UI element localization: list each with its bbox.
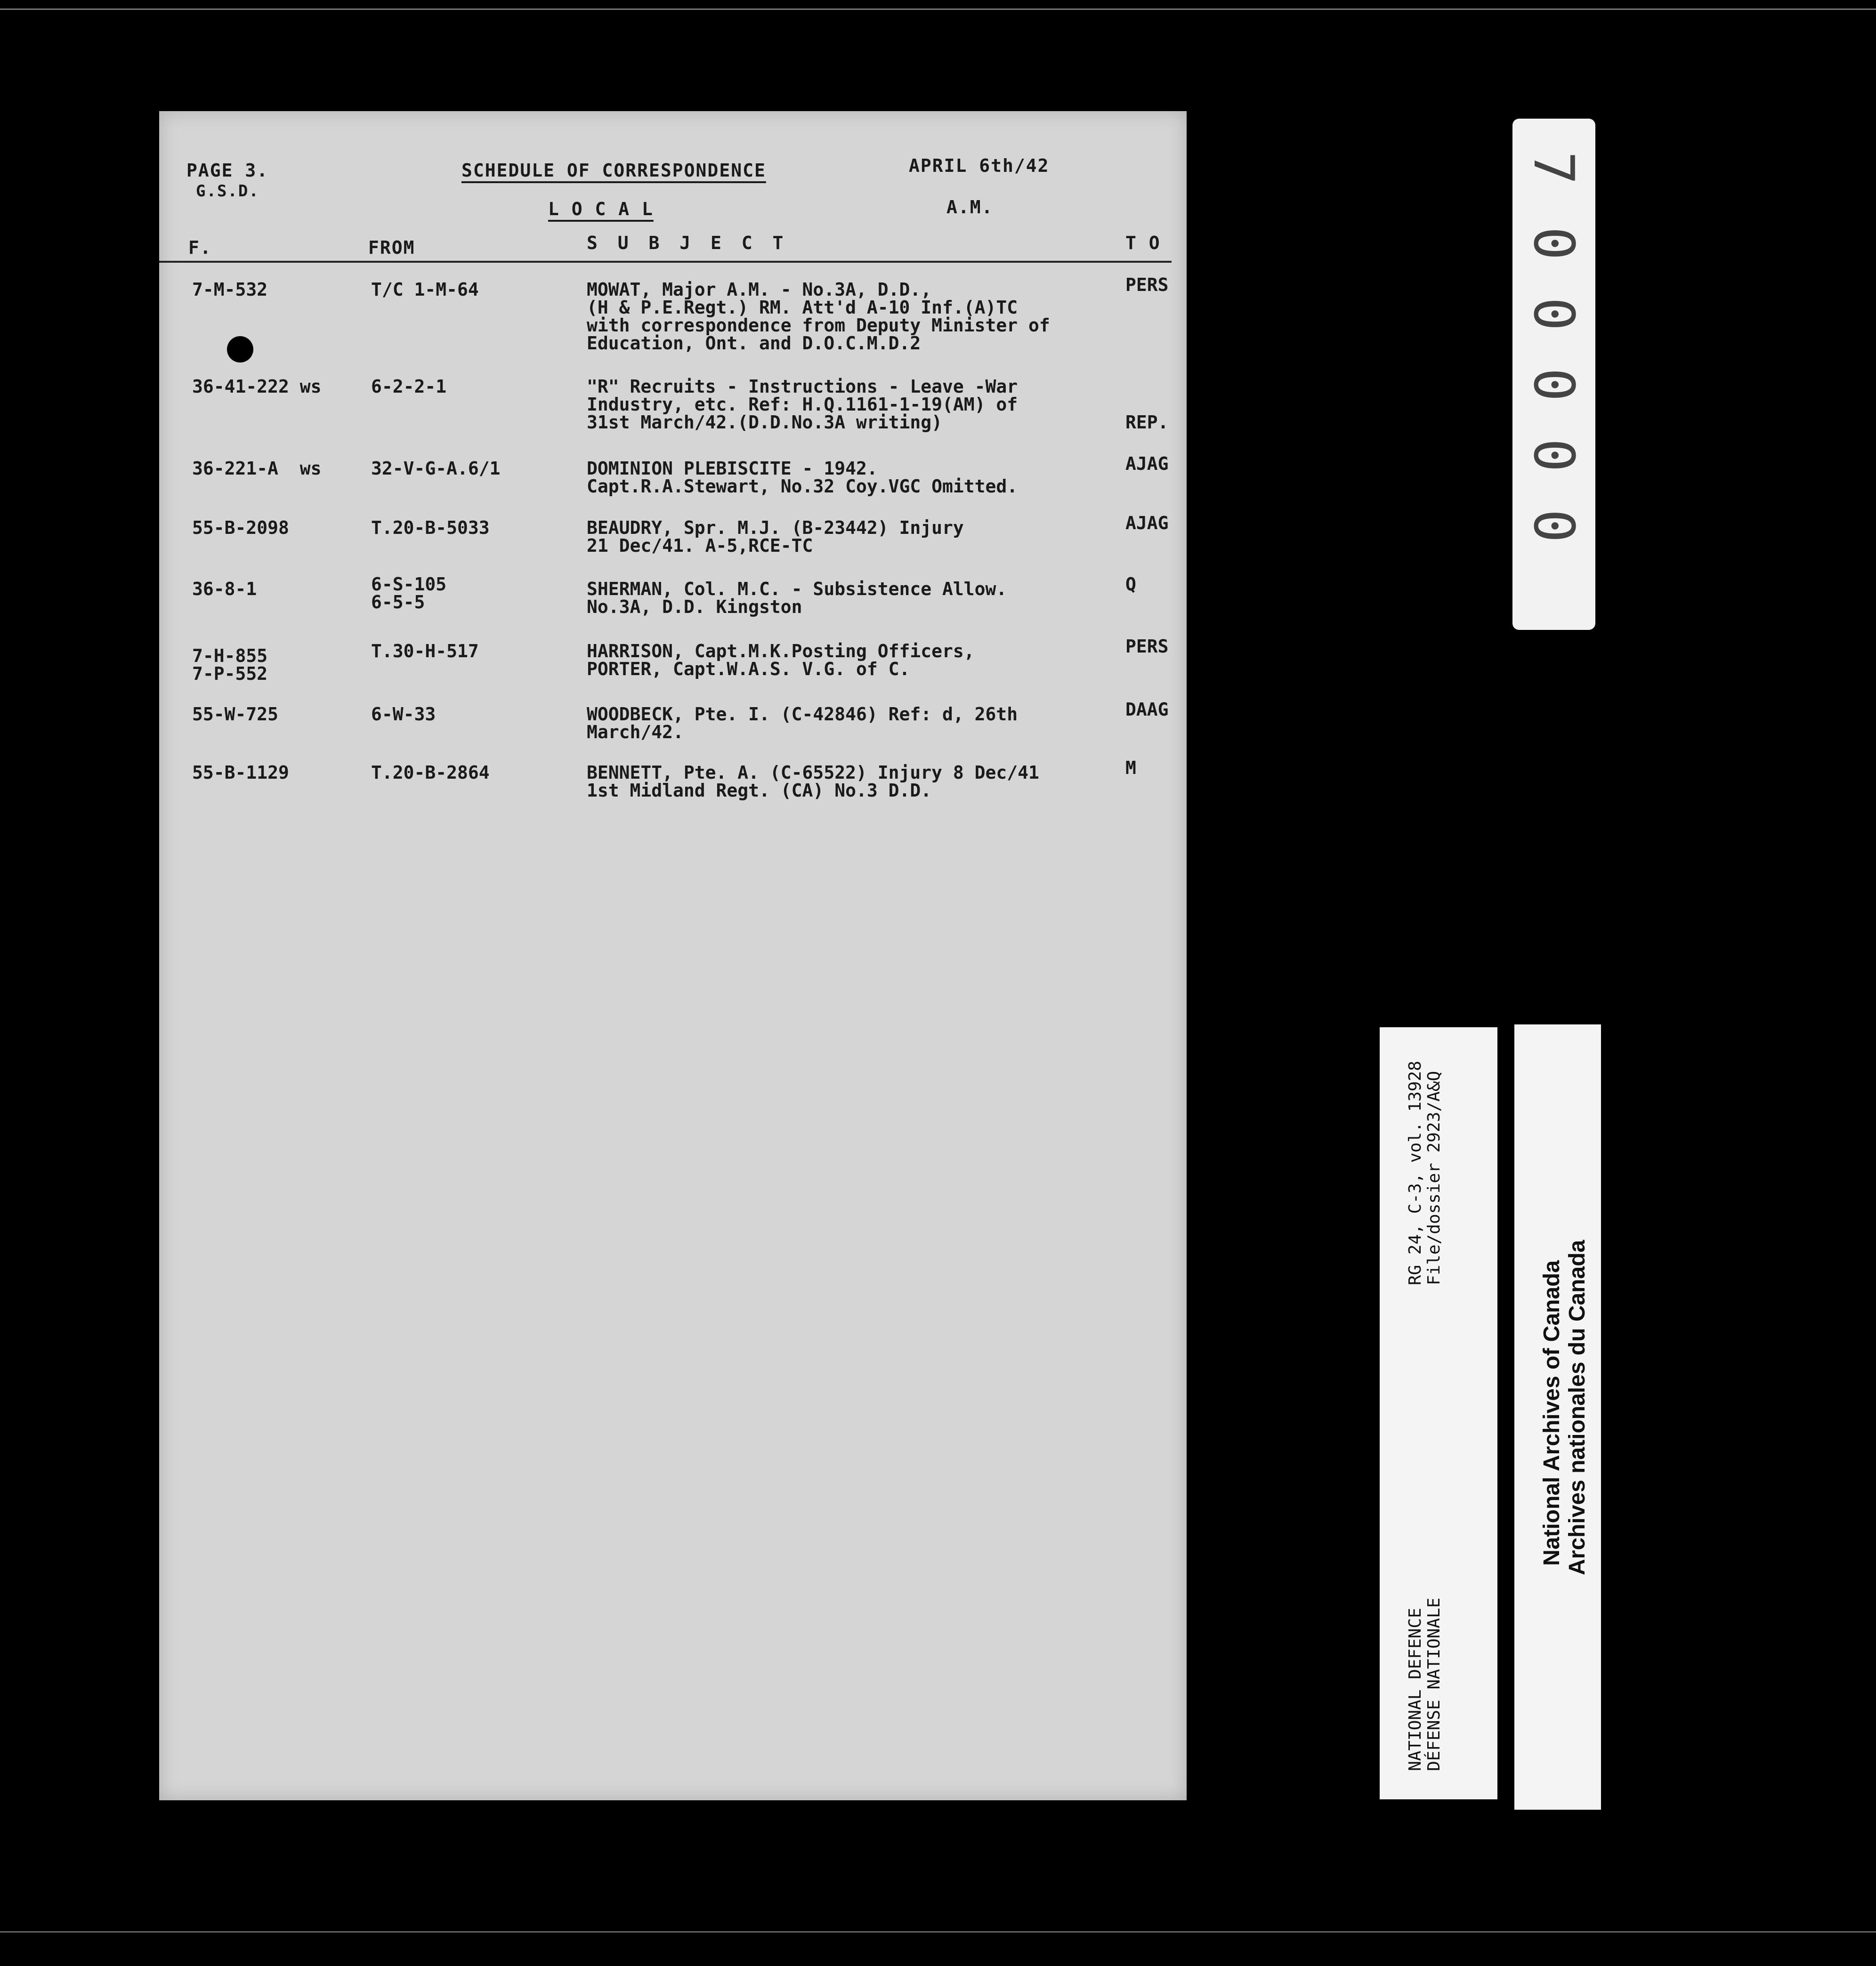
page-number: PAGE 3. — [186, 160, 269, 181]
row-from: T/C 1-M-64 — [371, 279, 479, 300]
frame-digit: 7 — [1521, 151, 1586, 185]
column-f-header: F. — [188, 237, 212, 258]
frame-digit: 0 — [1521, 368, 1586, 402]
row-file: 55-W-725 — [192, 704, 279, 725]
row-from: 6-2-2-1 — [371, 376, 447, 397]
row-subject: HARRISON, Capt.M.K.Posting Officers, PORTER, Capt.W.A.S. V.G. of C. — [587, 641, 975, 679]
film-frame-bottom-line — [0, 1931, 1876, 1933]
section-local: L O C A L — [548, 199, 654, 219]
archive-reference-label — [1380, 1027, 1497, 1799]
row-from: T.30-H-517 — [371, 641, 479, 661]
frame-number-strip — [1512, 119, 1595, 630]
department-line2: DÉFENSE NATIONALE — [1424, 1597, 1444, 1771]
row-from: 32-V-G-A.6/1 — [371, 458, 501, 479]
column-to-header: T O — [1125, 233, 1161, 253]
row-from: T.20-B-5033 — [371, 517, 490, 538]
row-file: 7-H-855 7-P-552 — [192, 645, 268, 684]
page-sub-ref: G.S.D. — [196, 182, 259, 201]
column-subject-header: S U B J E C T — [587, 233, 788, 253]
row-to: AJAG — [1125, 513, 1169, 533]
row-to: DAAG — [1125, 699, 1169, 720]
row-from: 6-W-33 — [371, 704, 436, 725]
row-to: M — [1125, 757, 1136, 778]
frame-digit: 0 — [1521, 226, 1586, 260]
row-from: T.20-B-2864 — [371, 762, 490, 783]
film-frame-top-line — [0, 8, 1876, 10]
frame-digit: 0 — [1521, 509, 1586, 543]
row-subject: BEAUDRY, Spr. M.J. (B-23442) Injury 21 Dec/41. A-5,RCE-TC — [587, 517, 964, 556]
archive-ref-line1: RG 24, C-3, vol. 13928 — [1406, 1061, 1425, 1285]
row-file: 55-B-2098 — [192, 517, 289, 538]
row-to: REP. — [1125, 412, 1169, 433]
row-file: 36-41-222 ws — [192, 376, 322, 397]
punch-hole — [227, 336, 253, 363]
am-marker: A.M. — [946, 197, 994, 218]
row-file: 7-M-532 — [192, 279, 268, 300]
row-to: AJAG — [1125, 453, 1169, 474]
row-subject: SHERMAN, Col. M.C. - Subsistence Allow. No.3A, D.D. Kingston — [587, 579, 1007, 617]
frame-digit: 0 — [1521, 438, 1586, 472]
archive-ref-line2: File/dossier 2923/A&Q — [1424, 1071, 1444, 1285]
row-file: 36-221-A ws — [192, 458, 322, 479]
row-to: PERS — [1125, 636, 1169, 657]
document-date: APRIL 6th/42 — [909, 155, 1050, 176]
archives-name-fr: Archives nationales du Canada — [1565, 1240, 1590, 1575]
row-subject: "R" Recruits - Instructions - Leave -War Industry, etc. Ref: H.Q.1161-1-19(AM) of 31st March/42.(D.D.No.3A writing) — [587, 376, 1018, 433]
row-file: 36-8-1 — [192, 579, 257, 599]
column-from-header: FROM — [368, 237, 415, 258]
national-archives-label — [1514, 1024, 1601, 1810]
schedule-document — [159, 111, 1187, 1800]
row-to: Q — [1125, 574, 1136, 595]
header-rule — [159, 261, 1172, 263]
document-title: SCHEDULE OF CORRESPONDENCE — [461, 160, 766, 181]
row-from: 6-S-105 6-5-5 — [371, 574, 447, 612]
row-subject: DOMINION PLEBISCITE - 1942. Capt.R.A.Stewart, No.32 Coy.VGC Omitted. — [587, 458, 1018, 497]
row-to: PERS — [1125, 274, 1169, 295]
row-subject: WOODBECK, Pte. I. (C-42846) Ref: d, 26th March/42. — [587, 704, 1018, 742]
row-file: 55-B-1129 — [192, 762, 289, 783]
department-line1: NATIONAL DEFENCE — [1406, 1608, 1425, 1771]
frame-digit: 0 — [1521, 297, 1586, 331]
row-subject: BENNETT, Pte. A. (C-65522) Injury 8 Dec/41 1st Midland Regt. (CA) No.3 D.D. — [587, 762, 1039, 801]
archives-name-en: National Archives of Canada — [1539, 1260, 1564, 1566]
row-subject: MOWAT, Major A.M. - No.3A, D.D., (H & P.E.Regt.) RM. Att'd A-10 Inf.(A)TC with correspondence from Deputy Minister of Education, Ont. and D.O.C.M.D.2 — [587, 279, 1050, 354]
